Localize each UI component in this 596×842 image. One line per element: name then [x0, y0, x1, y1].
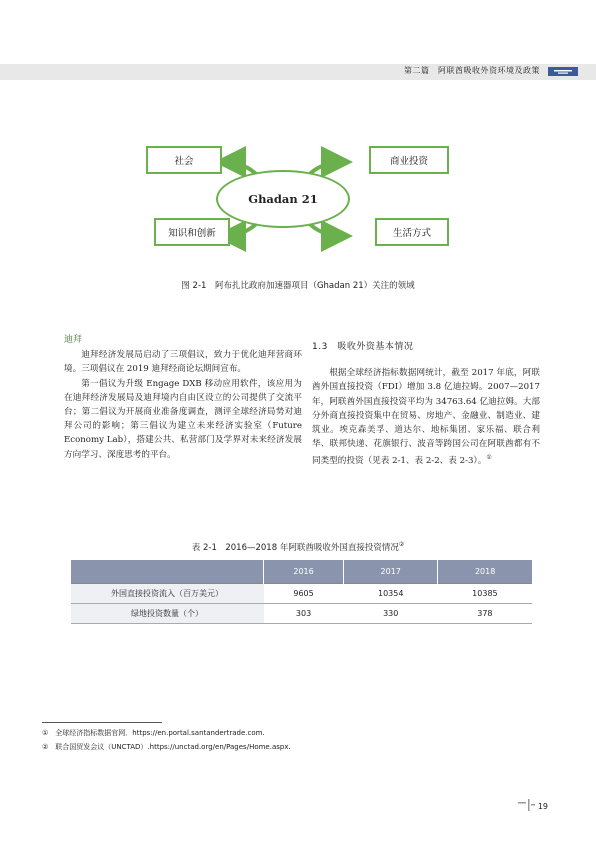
- footnote: ① 全球经济指标数据官网．https://en.portal.santandertrade.com.: [42, 729, 265, 737]
- table-cell: 外国直接投资流入（百万美元）: [71, 584, 264, 604]
- table-header-cell: 2016: [264, 560, 344, 584]
- page-decoration-icon: [516, 798, 536, 812]
- table-row: [71, 584, 533, 604]
- table-header-cell: [71, 560, 264, 584]
- paragraph: 第一倡议为升级 Engage DXB 移动应用软件，该应用为在迪拜经济发展局及迪拜境内自由区设立的公司提供了交流平台；第二倡议为开展商业准备度调查，测评全球经济局势对迪拜公司的影响；第三倡议为建立未来经济实验室（Future Economy Lab），搭建公共、私营部门及学界对未来经济发展方向学习、深度思考的平台。: [64, 378, 302, 460]
- fdi-table: [70, 560, 532, 624]
- table-cell: 9605: [264, 584, 344, 604]
- footnote-divider: [42, 722, 162, 723]
- paragraph: 迪拜经济发展局启动了三项倡议，致力于优化迪拜营商环境。三项倡议在 2019 迪拜经商论坛期间宣布。: [64, 350, 302, 375]
- table-cell: 303: [264, 604, 344, 624]
- section-subheading: 迪拜: [64, 335, 83, 345]
- page-number: 19: [537, 802, 548, 811]
- box-business-investment: 商业投资: [369, 146, 449, 174]
- table-caption: 表 2-1 2016—2018 年阿联酋吸收外国直接投资情况②: [191, 541, 405, 553]
- table-header-row: [71, 560, 533, 584]
- section-heading: 1.3 吸收外资基本情况: [312, 342, 414, 352]
- table-row: [71, 604, 533, 624]
- footnote: ② 联合国贸发会议（UNCTAD）.https://unctad.org/en/Pages/Home.aspx.: [42, 743, 291, 751]
- table-header-cell: 2017: [344, 560, 438, 584]
- diagram-arrows: [0, 0, 596, 300]
- table-cell: 10385: [438, 584, 532, 604]
- right-column: [312, 340, 540, 468]
- table-cell: 378: [438, 604, 532, 624]
- paragraph: 根据全球经济指标数据网统计，截至 2017 年底，阿联酋外国直接投资（FDI）增加 3.8 亿迪拉姆。2007—2017 年，阿联酋外国直接投资平均为 34763.64 亿迪拉姆。大部分外商直接投资集中在贸易、房地产、金融业、制造业、建筑业。埃克森美孚、道达尔、地标集团、家乐福、联合利华、联邦快递、花旗银行、波音等跨国公司在阿联酋都有不同类型的投资（见表 2-1、表 2-2、表 2-3）。①: [312, 368, 540, 467]
- table-cell: 绿地投资数量（个）: [71, 604, 264, 624]
- left-column: [64, 333, 302, 462]
- table-cell: 330: [344, 604, 438, 624]
- figure-caption: 图 2-1 阿布扎比政府加速器项目（Ghadan 21）关注的领域: [181, 281, 415, 291]
- box-lifestyle: 生活方式: [375, 218, 449, 246]
- box-society: 社会: [146, 146, 222, 174]
- running-header: 第二篇 阿联酋吸收外资环境及政策: [404, 66, 540, 75]
- table-header-cell: 2018: [438, 560, 532, 584]
- footnote-ref: ①: [486, 454, 492, 462]
- diagram-center-oval: Ghadan 21: [216, 170, 350, 228]
- box-knowledge-innovation: 知识和创新: [154, 218, 230, 246]
- footnote-ref: ②: [398, 541, 405, 549]
- table-cell: 10354: [344, 584, 438, 604]
